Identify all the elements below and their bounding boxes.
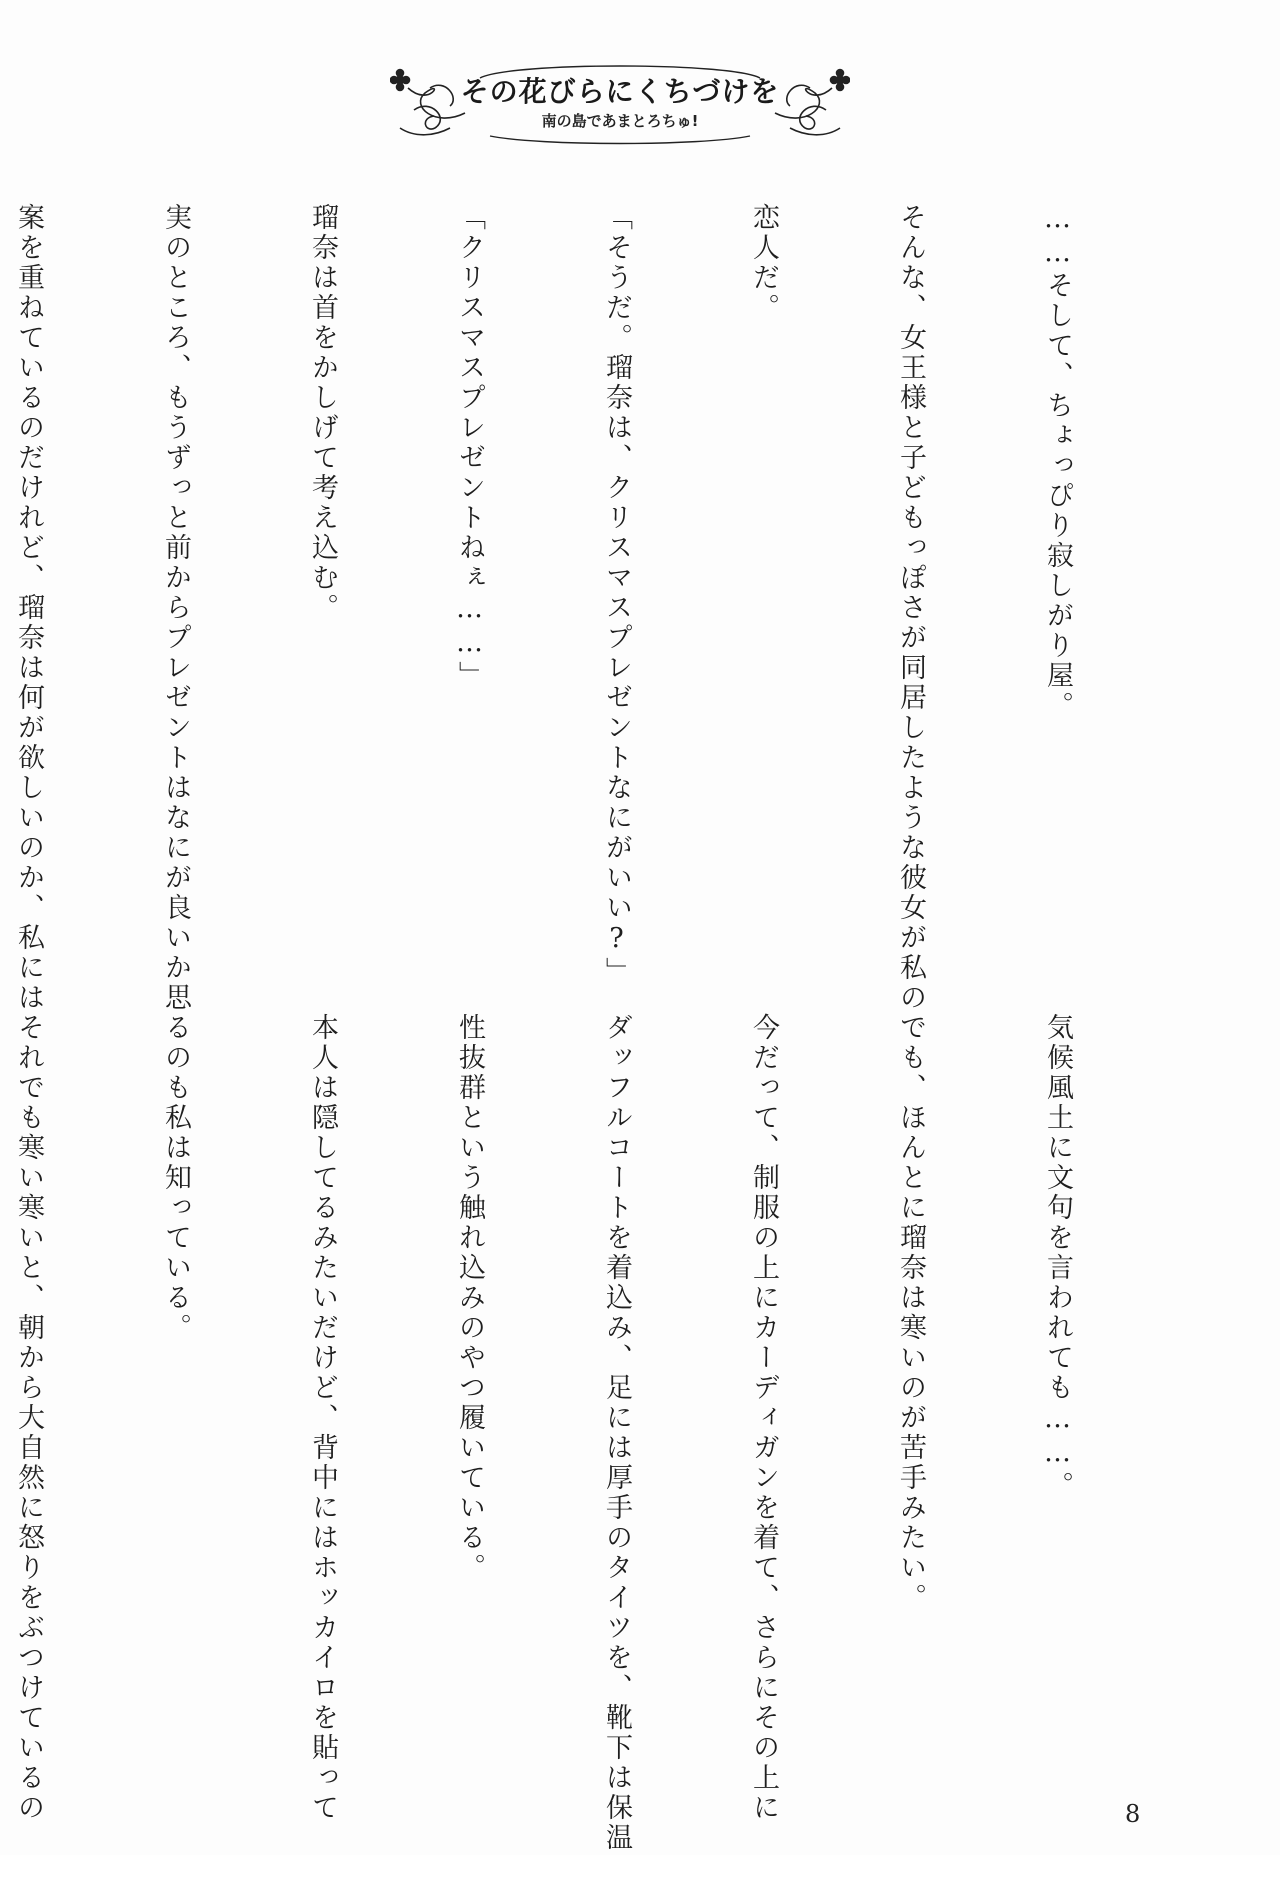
text-line: 「クリスマスプレゼントねぇ……」 xyxy=(454,203,485,691)
text-line: それでも寒い寒いと、朝から大自然に怒りをぶつけているの xyxy=(13,1013,44,1823)
text-line: 「そうだ。瑠奈は、クリスマスプレゼントなにがいい?」 xyxy=(601,203,632,987)
text-line: ダッフルコートを着込み、足には厚手のタイツを、靴下は保温 xyxy=(601,1013,632,1853)
text-line: 気候風土に文句を言われても……。 xyxy=(1042,1013,1073,1501)
top-text-block xyxy=(13,203,1180,1013)
text-line: 恋人だ。 xyxy=(748,203,779,323)
text-line: 瑠奈は首をかしげて考え込む。 xyxy=(307,203,338,623)
chapter-header xyxy=(390,58,850,148)
text-line: 性抜群という触れ込みのやつ履いている。 xyxy=(454,1013,485,1583)
text-line: 今だって、制服の上にカーディガンを着て、さらにその上に xyxy=(748,1013,779,1823)
text-line: るのも私は知っている。 xyxy=(160,1013,191,1343)
text-line: 案を重ねているのだけれど、瑠奈は何が欲しいのか、私には xyxy=(13,203,44,1013)
text-line: 実のところ、もうずっと前からプレゼントはなにが良いか思 xyxy=(160,203,191,1013)
text-line: 本人は隠してるみたいだけど、背中にはホッカイロを貼って xyxy=(307,1013,338,1823)
chapter-title: その花びらにくちづけを xyxy=(460,75,780,108)
text-line: でも、ほんとに瑠奈は寒いのが苦手みたい。 xyxy=(895,1013,926,1613)
page-number: 8 xyxy=(1125,1800,1141,1828)
chapter-subtitle: 南の島であまとろちゅ! xyxy=(541,112,699,130)
text-line: そんな、女王様と子どもっぽさが同居したような彼女が私の xyxy=(895,203,926,1013)
bottom-text-block xyxy=(13,1013,1180,1853)
text-line: ……そして、ちょっぴり寂しがり屋。 xyxy=(1042,203,1073,721)
